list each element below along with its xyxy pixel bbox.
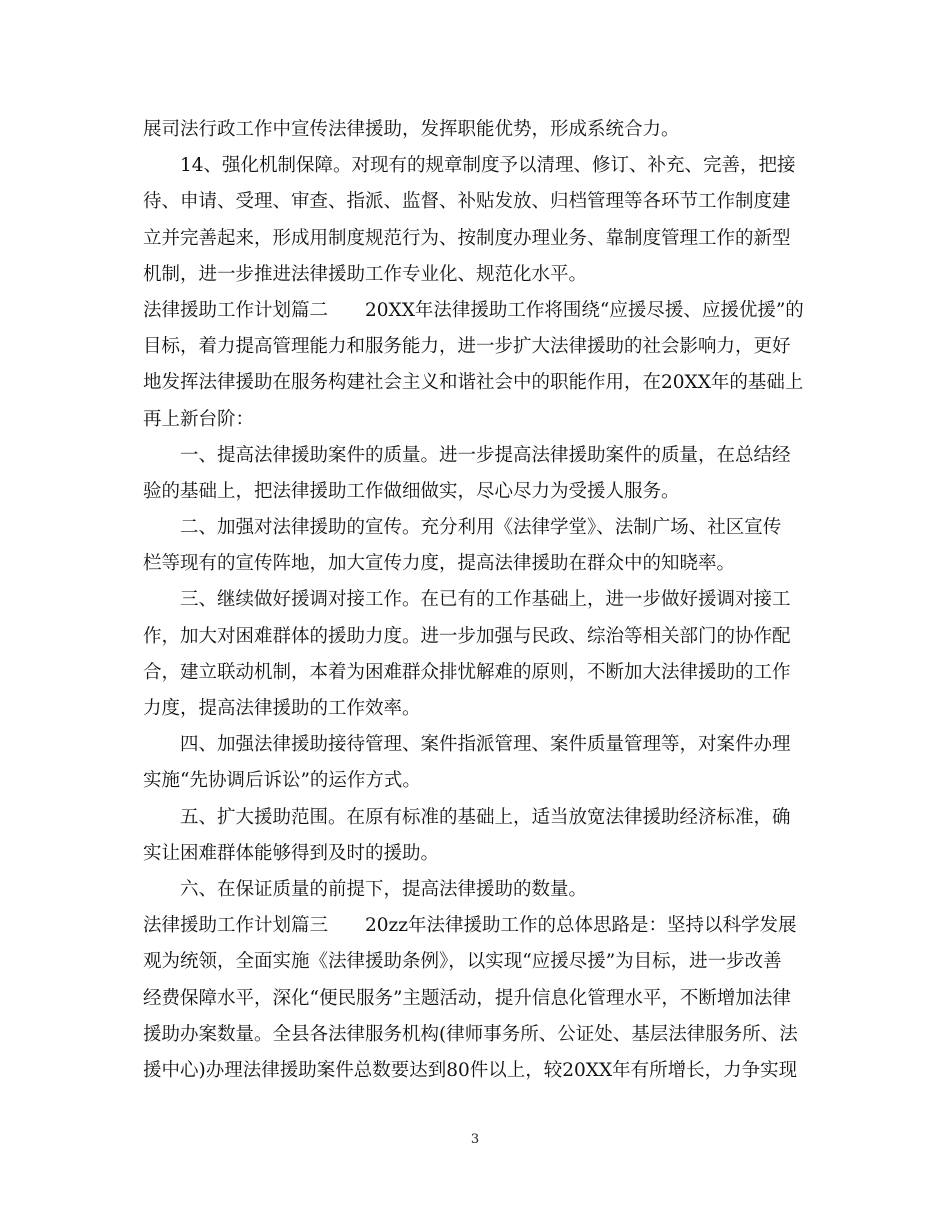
text-line: 栏等现有的宣传阵地，加大宣传力度，提高法律援助在群众中的知晓率。 <box>143 553 736 575</box>
text-line: 法律援助工作计划篇三 20zz年法律援助工作的总体思路是：坚持以科学发展 <box>143 915 797 937</box>
text-line: 二、加强对法律援助的宣传。充分利用《法律学堂》、法制广场、社区宣传 <box>180 517 782 539</box>
text-line: 再上新台阶： <box>143 408 255 430</box>
text-line: 援中心)办理法律援助案件总数要达到80件以上，较20XX年有所增长，力争实现 <box>143 1059 798 1081</box>
text-line: 机制，进一步推进法律援助工作专业化、规范化水平。 <box>143 263 588 285</box>
body-text <box>143 112 807 1089</box>
text-line: 地发挥法律援助在服务构建社会主义和谐社会中的职能作用，在20XX年的基础上 <box>143 372 804 394</box>
text-line: 实施“先协调后诉讼”的运作方式。 <box>143 770 421 792</box>
text-line: 合，建立联动机制，本着为困难群众排忧解难的原则，不断加大法律援助的工作 <box>143 661 791 683</box>
text-line: 一、提高法律援助案件的质量。进一步提高法律援助案件的质量，在总结经 <box>180 444 791 466</box>
text-line: 实让困难群体能够得到及时的援助。 <box>143 842 440 864</box>
text-line: 五、扩大援助范围。在原有标准的基础上，适当放宽法律援助经济标准，确 <box>180 806 791 828</box>
text-line: 经费保障水平，深化“便民服务”主题活动，提升信息化管理水平，不断增加法律 <box>143 987 791 1009</box>
text-line: 目标，着力提高管理能力和服务能力，进一步扩大法律援助的社会影响力，更好 <box>143 336 791 358</box>
text-line: 立并完善起来，形成用制度规范行为、按制度办理业务、靠制度管理工作的新型 <box>143 227 791 249</box>
page-number: 3 <box>470 1132 480 1147</box>
text-line: 四、加强法律援助接待管理、案件指派管理、案件质量管理等，对案件办理 <box>180 734 791 756</box>
text-line: 观为统领，全面实施《法律援助条例》，以实现“应援尽援”为目标，进一步改善 <box>143 951 782 973</box>
text-line: 展司法行政工作中宣传法律援助，发挥职能优势，形成系统合力。 <box>143 119 680 140</box>
text-line: 力度，提高法律援助的工作效率。 <box>143 698 421 719</box>
text-line: 三、继续做好援调对接工作。在已有的工作基础上，进一步做好援调对接工 <box>180 589 791 611</box>
text-line: 待、申请、受理、审查、指派、监督、补贴发放、归档管理等各环节工作制度建 <box>143 191 791 213</box>
text-line: 援助办案数量。全县各法律服务机构(律师事务所、公证处、基层法律服务所、法 <box>143 1023 798 1045</box>
text-line: 14、强化机制保障。对现有的规章制度予以清理、修订、补充、完善，把接 <box>180 155 796 177</box>
text-line: 作，加大对困难群体的援助力度。进一步加强与民政、综治等相关部门的协作配 <box>143 625 791 647</box>
text-line: 六、在保证质量的前提下，提高法律援助的数量。 <box>180 878 588 900</box>
text-line: 验的基础上，把法律援助工作做细做实，尽心尽力为受援人服务。 <box>143 480 680 502</box>
text-line: 法律援助工作计划篇二 20XX年法律援助工作将围绕“应援尽援、应援优援”的 <box>143 299 804 321</box>
